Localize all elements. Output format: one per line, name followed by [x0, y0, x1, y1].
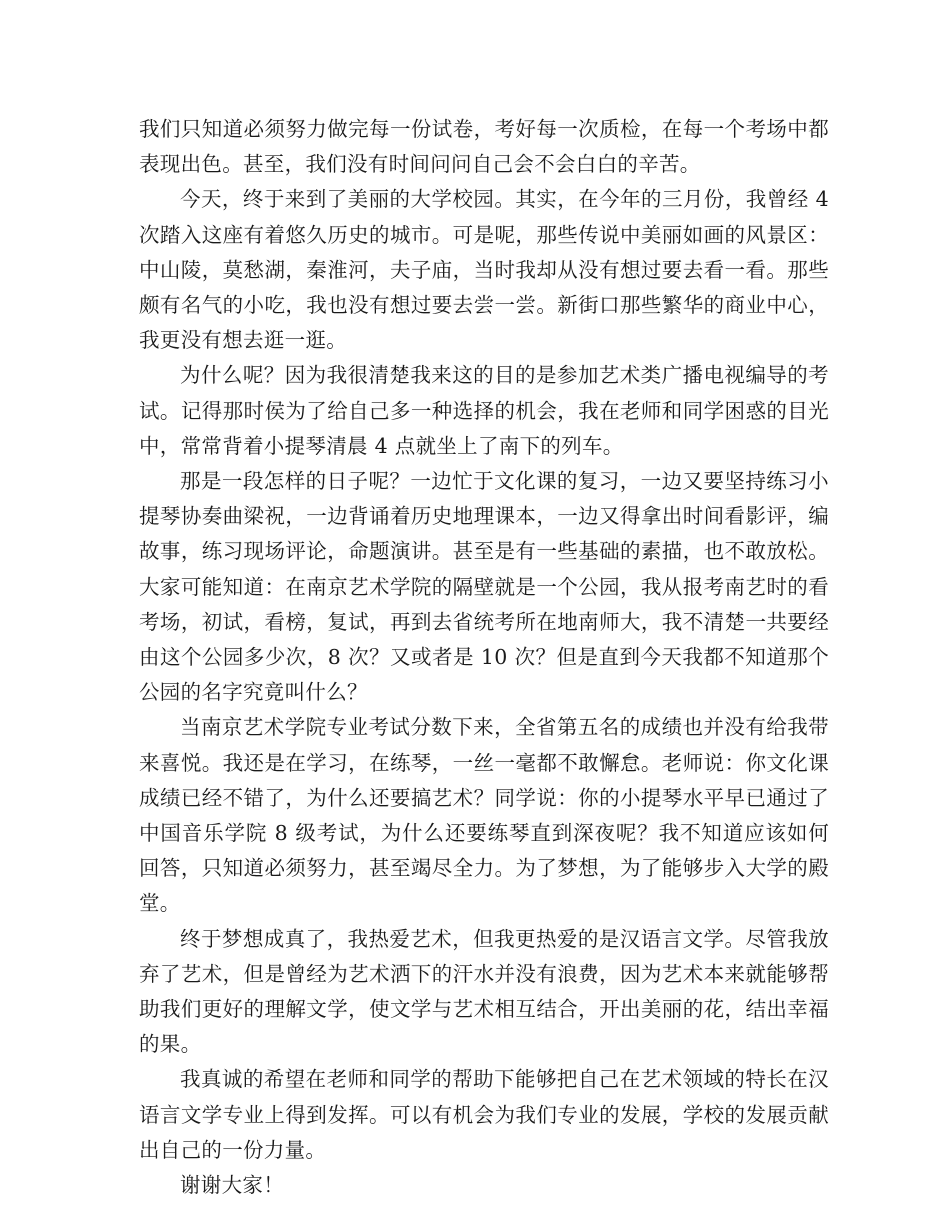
paragraph: 那是一段怎样的日子呢？一边忙于文化课的复习，一边又要坚持练习小提琴协奏曲梁祝，一边背诵着历史地理课本，一边又得拿出时间看影评，编故事，练习现场评论，命题演讲。甚至是有一些基础的素描，也不敢放松。大家可能知道：在南京艺术学院的隔壁就是一个公园，我从报考南艺时的看考场，初试，看榜，复试，再到去省统考所在地南师大，我不清楚一共要经由这个公园多少次，8 次？又或者是 10 次？但是直到今天我都不知道那个公园的名字究竟叫什么？: [139, 469, 829, 705]
paragraph: 当南京艺术学院专业考试分数下来，全省第五名的成绩也并没有给我带来喜悦。我还是在学习，在练琴，一丝一毫都不敢懈怠。老师说：你文化课成绩已经不错了，为什么还要搞艺术？同学说：你的小提琴水平早已通过了中国音乐学院 8 级考试，为什么还要练琴直到深夜呢？我不知道应该如何回答，只知道必须努力，甚至竭尽全力。为了梦想，为了能够步入大学的殿堂。: [139, 715, 829, 916]
paragraph: 今天，终于来到了美丽的大学校园。其实，在今年的三月份，我曾经 4 次踏入这座有着悠久历史的城市。可是呢，那些传说中美丽如画的风景区：中山陵，莫愁湖，秦淮河，夫子庙，当时我却从没有想过要去看一看。那些颇有名气的小吃，我也没有想过要去尝一尝。新街口那些繁华的商业中心，我更没有想去逛一逛。: [139, 187, 829, 353]
paragraph: 我们只知道必须努力做完每一份试卷，考好每一次质检，在每一个考场中都表现出色。甚至，我们没有时间问问自己会不会白白的辛苦。: [139, 117, 829, 177]
paragraph: 终于梦想成真了，我热爱艺术，但我更热爱的是汉语言文学。尽管我放弃了艺术，但是曾经为艺术洒下的汗水并没有浪费，因为艺术本来就能够帮助我们更好的理解文学，使文学与艺术相互结合，开出美丽的花，结出幸福的果。: [139, 926, 829, 1057]
paragraph: 我真诚的希望在老师和同学的帮助下能够把自己在艺术领域的特长在汉语言文学专业上得到发挥。可以有机会为我们专业的发展，学校的发展贡献出自己的一份力量。: [139, 1067, 829, 1162]
document-body: [139, 112, 829, 1203]
paragraph: 为什么呢？因为我很清楚我来这的目的是参加艺术类广播电视编导的考试。记得那时侯为了给自己多一种选择的机会，我在老师和同学困惑的目光中，常常背着小提琴清晨 4 点就坐上了南下的列车。: [139, 363, 829, 458]
closing-line: 谢谢大家！: [180, 1173, 284, 1198]
